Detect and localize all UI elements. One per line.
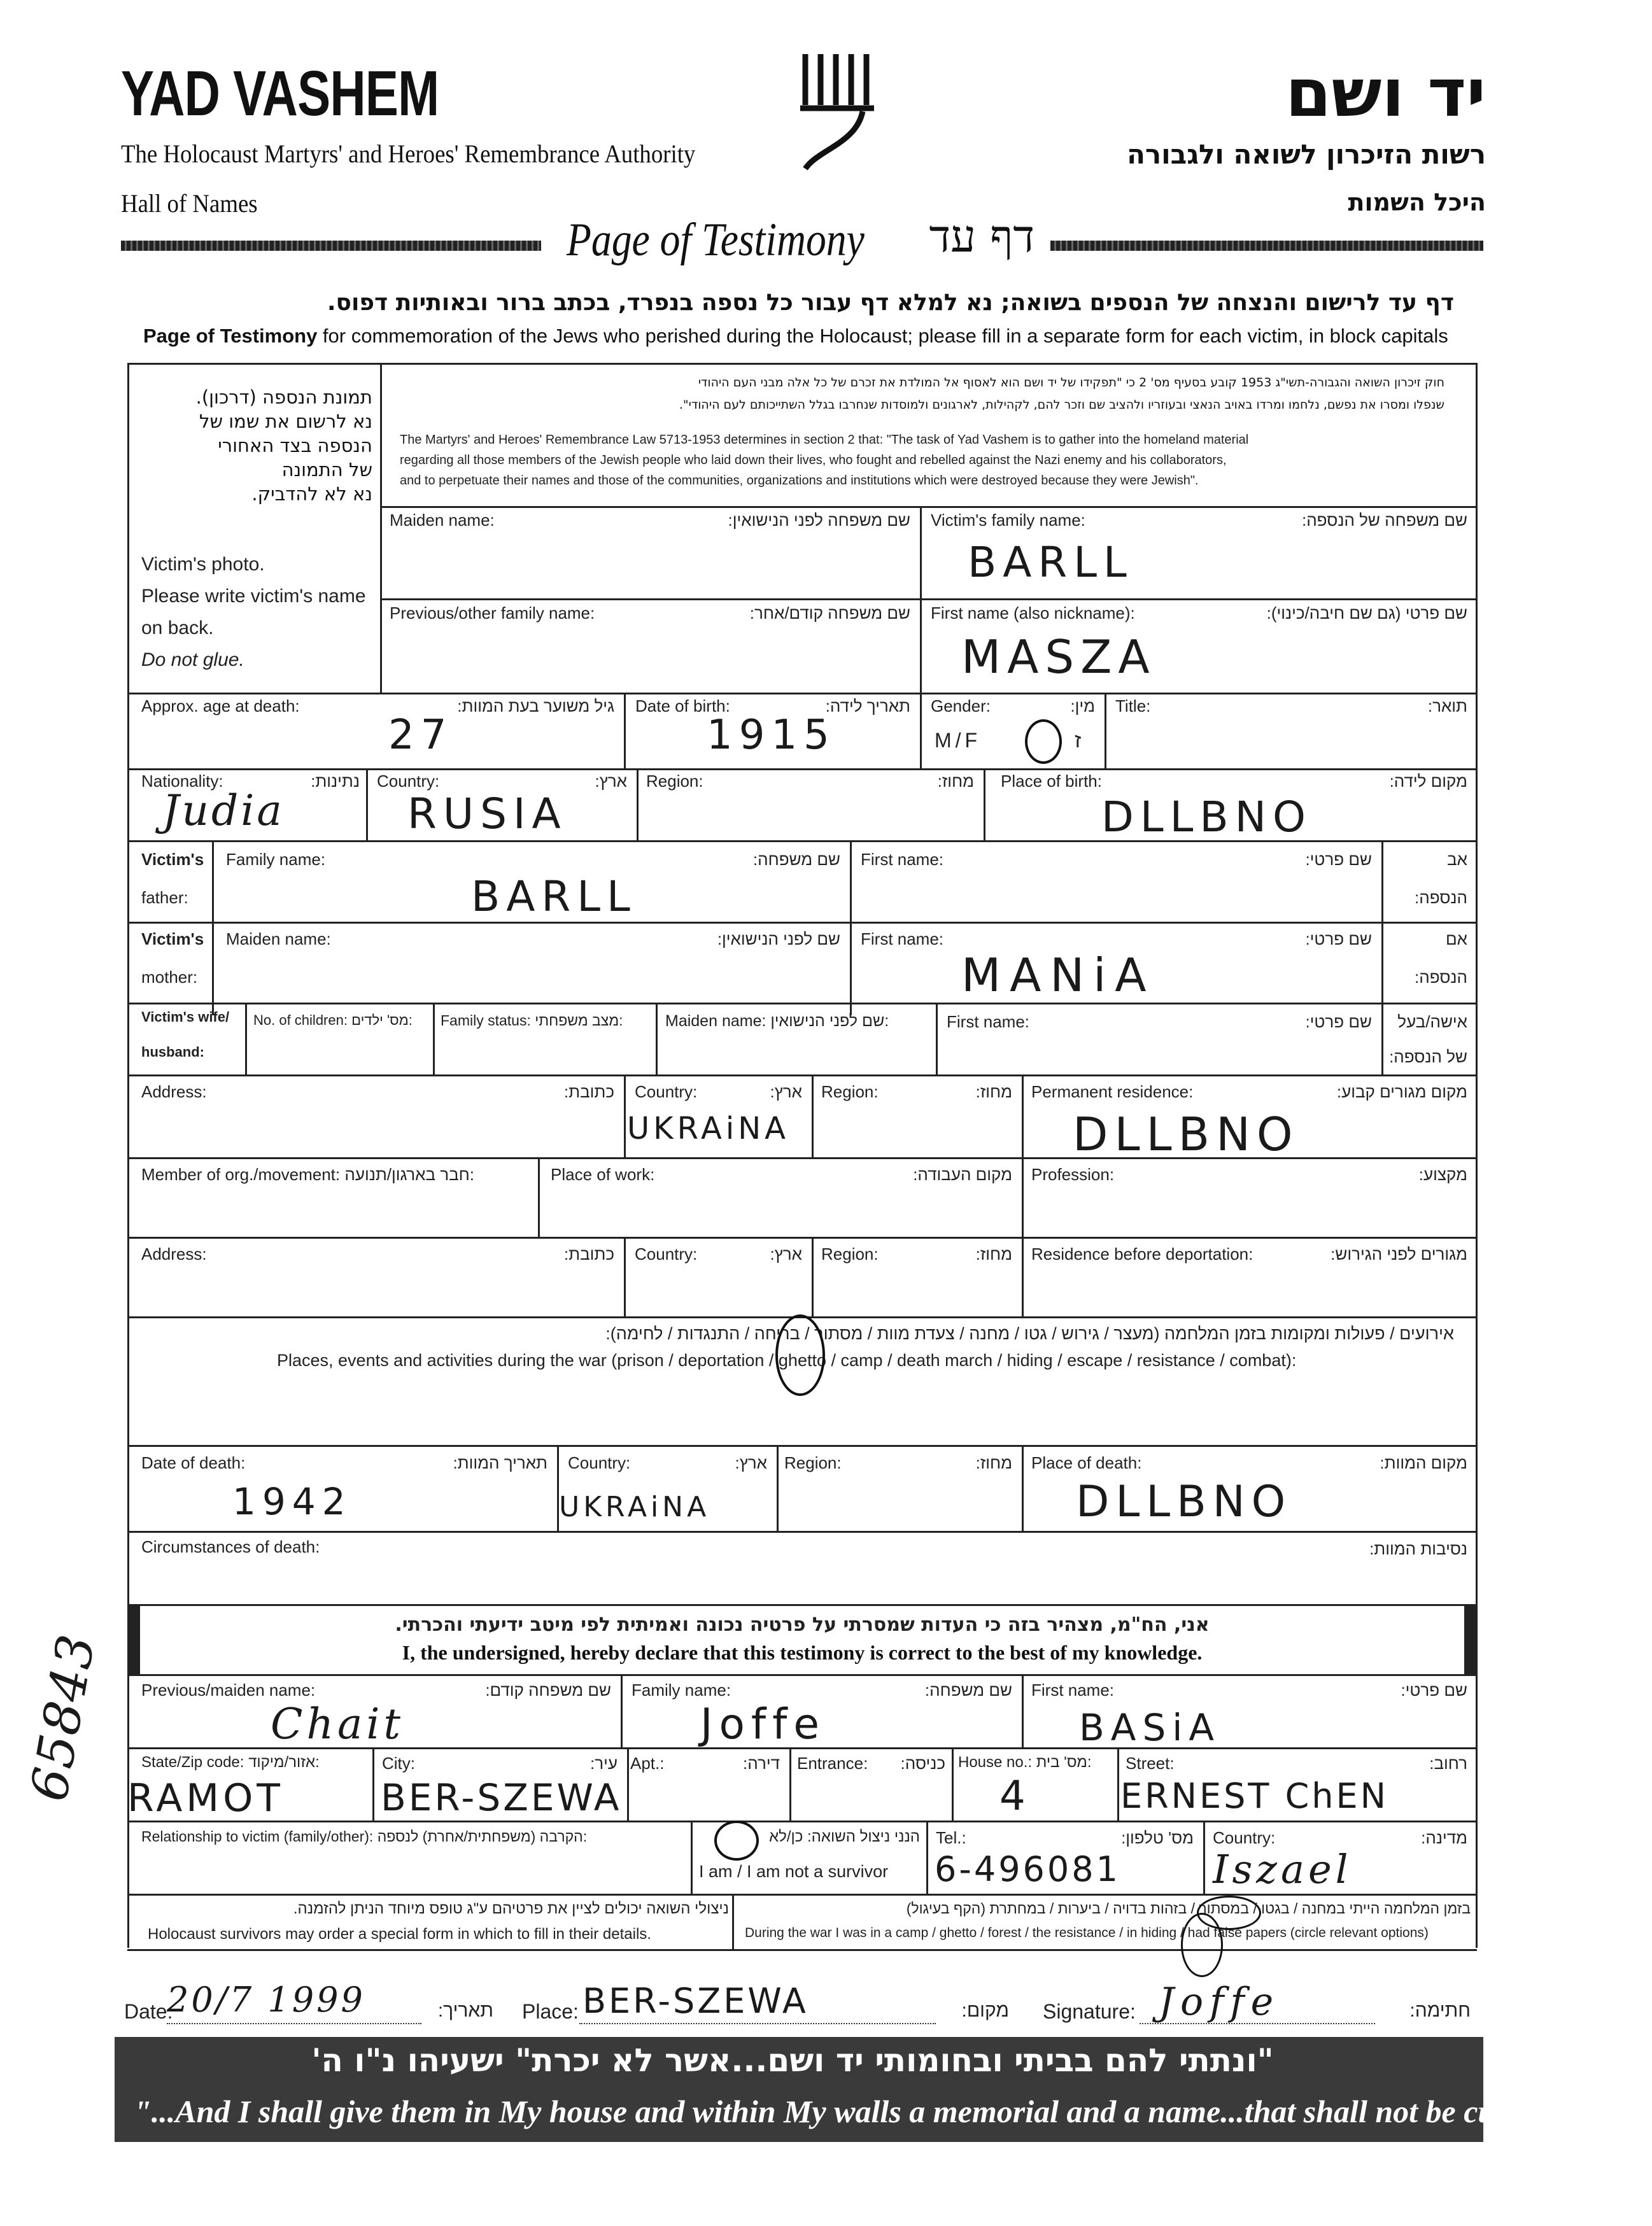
gender-z: ז — [1075, 729, 1082, 752]
w-family-label-he: שם משפחה: — [924, 1680, 1012, 1700]
member-label — [141, 1165, 474, 1185]
title-label: Title: — [1115, 696, 1151, 715]
w-city-label-he: עיר: — [590, 1754, 618, 1773]
w-zip-label — [141, 1754, 320, 1772]
w-city-value[interactable]: BER-SZEWA — [381, 1776, 622, 1819]
spouse-he-2: של הנספה: — [1389, 1047, 1467, 1066]
mother-he-1: אם — [1446, 929, 1467, 948]
father-family-label: Family name: — [226, 850, 326, 869]
perm-res-label: Permanent residence: — [1031, 1082, 1194, 1101]
w-apt-label-he: דירה: — [743, 1754, 780, 1773]
footer-quote-he: "ונתתי להם בביתי ובחומותי יד ושם...אשר לא יכרת" ישעיהו נ"ו ה' — [311, 2042, 1274, 2079]
law-en-1: The Martyrs' and Heroes' Remembrance Law 5713-1953 determines in section 2 that: "The task of Yad Vashem is to gather into the homeland material — [400, 433, 1249, 447]
spouse-maiden-label-en: Maiden name: — [665, 1012, 766, 1030]
w-street-label-he: רחוב: — [1429, 1754, 1467, 1773]
pod-label: Place of death: — [1031, 1453, 1142, 1472]
w-house-label — [958, 1754, 1092, 1772]
declaration-frame-right — [1464, 1604, 1477, 1674]
perm-res-label-he: מקום מגורים קבוע: — [1336, 1082, 1467, 1101]
country-label-he: ארץ: — [595, 771, 627, 791]
dod-label: Date of death: — [141, 1453, 246, 1472]
war-en: During the war I was in a camp / ghetto / forest / the resistance / in hiding / had false papers (circle relevant options) — [745, 1926, 1429, 1940]
photo-he-line-1: תמונת הנספה (דרכון). — [195, 386, 372, 408]
children-label-en: No. of children: — [253, 1012, 348, 1028]
org-name-he: יד ושם — [1285, 54, 1486, 132]
age-value[interactable]: 27 — [388, 712, 453, 759]
death-region-label: Region: — [784, 1453, 842, 1472]
w-first-value[interactable]: BASiA — [1079, 1706, 1221, 1749]
w-country-label-he: מדינה: — [1421, 1828, 1467, 1847]
w-entr-label: Entrance: — [797, 1754, 868, 1773]
spouse-label-1: Victim's wife/ — [141, 1009, 230, 1025]
dob-label: Date of birth: — [635, 696, 730, 715]
page-title-en: Page of Testimony — [567, 214, 865, 266]
w-city-label: City: — [382, 1754, 415, 1773]
circumstances-label: Circumstances of death: — [141, 1537, 320, 1556]
w-house-label-he: מס' בית: — [1036, 1754, 1092, 1771]
place-value[interactable]: BER-SZEWA — [582, 1981, 808, 2021]
maiden-name-label: Maiden name: — [390, 511, 495, 530]
death-region-label-he: מחוז: — [975, 1453, 1012, 1472]
family-name-value[interactable]: BARLL — [968, 538, 1133, 587]
address2-label-he: כתובת: — [563, 1244, 614, 1264]
father-family-value[interactable]: BARLL — [471, 872, 637, 921]
mother-first-label: First name: — [861, 929, 944, 948]
w-street-value[interactable]: ERNEST ChEN — [1120, 1776, 1389, 1816]
w-country-value[interactable]: Iszael — [1213, 1846, 1352, 1892]
pob-label-he: מקום לידה: — [1389, 771, 1467, 791]
photo-box-he — [131, 385, 372, 506]
w-first-label-he: שם פרטי: — [1401, 1680, 1467, 1700]
instructions-en-bold: Page of Testimony — [143, 325, 318, 347]
spouse-first-label-he: שם פרטי: — [1305, 1012, 1372, 1031]
gender-label: Gender: — [931, 696, 991, 715]
place-underline — [579, 2023, 936, 2024]
maiden-name-label-he: שם משפחה לפני הנישואין: — [728, 511, 910, 530]
res-dep-label-he: מגורים לפני הגירוש: — [1331, 1244, 1467, 1264]
places-label-he: אירועים / פעולות ומקומות בזמן המלחמה (מעצר / גירוש / גטו / מחנה / צעדת מוות / מסתור / בריחה / התנגדות / לחימה): — [605, 1324, 1454, 1343]
w-prev-value[interactable]: Chait — [271, 1700, 404, 1749]
dod-label-he: תאריך המוות: — [453, 1453, 547, 1472]
date-label-he: תאריך: — [437, 2000, 493, 2021]
ghetto-circle-mark[interactable] — [775, 1314, 825, 1396]
footer-ref: Isaiah 56:5 — [1574, 2108, 1652, 2126]
instructions-en-text: for commemoration of the Jews who perished during the Holocaust; please fill in a separate form for each victim, in block capitals — [317, 325, 1448, 347]
father-first-label: First name: — [861, 850, 944, 869]
family-name-label-he: שם משפחה של הנספה: — [1301, 511, 1467, 530]
family-status-label — [441, 1012, 623, 1029]
law-en-3: and to perpetuate their names and those of the communities, organizations and institutions which were destroyed because they were Jewish". — [400, 474, 1199, 488]
mother-he-2: הנספה: — [1415, 968, 1467, 987]
address-country-value[interactable]: UKRAiNA — [627, 1111, 789, 1146]
order-he: ניצולי השואה יכולים לציין את פרטיהם ע"ג טופס מיוחד הניתן להזמנה. — [293, 1900, 729, 1917]
country-label: Country: — [377, 771, 440, 791]
children-label — [253, 1012, 413, 1029]
profession-label-he: מקצוע: — [1418, 1165, 1467, 1184]
member-label-en: Member of org./movement: — [141, 1165, 341, 1184]
w-first-label: First name: — [1031, 1680, 1115, 1700]
profession-label: Profession: — [1031, 1165, 1115, 1184]
mother-label-1: Victim's — [141, 929, 204, 948]
w-prev-label-he: שם משפחה קודם: — [485, 1680, 611, 1700]
member-label-he: חבר בארגון/תנועה: — [344, 1165, 475, 1184]
spouse-maiden-label — [665, 1012, 889, 1031]
address-country-label-he: ארץ: — [770, 1082, 802, 1101]
authority-he: רשות הזיכרון לשואה ולגבורה — [1127, 139, 1486, 170]
w-rel-label-en: Relationship to victim (family/other): — [141, 1828, 374, 1845]
authority-en: The Holocaust Martyrs' and Heroes' Remembrance Authority — [121, 139, 696, 168]
circumstances-label-he: נסיבות המוות: — [1369, 1539, 1467, 1558]
nationality-value[interactable]: Judia — [162, 786, 285, 835]
mother-label-2: mother: — [141, 968, 198, 987]
instructions-en — [143, 325, 1448, 348]
father-first-label-he: שם פרטי: — [1305, 850, 1372, 869]
law-he-1: חוק זיכרון השואה והגבורה-תשי"ג 1953 קובע בסעיף מס' 2 כי "תפקידו של יד ושם הוא לאסוף אל המולדת את זכרם של כל אלה מבני העם היהודי — [698, 376, 1444, 390]
w-zip-label-en: State/Zip code: — [141, 1754, 244, 1771]
nationality-label: Nationality: — [141, 771, 223, 791]
place-label-he: מקום: — [961, 2000, 1009, 2021]
address-label-he: כתובת: — [563, 1082, 614, 1101]
declaration-frame-left — [127, 1604, 140, 1674]
org-name-en: YAD VASHEM — [121, 58, 439, 129]
w-survivor-label-en: I am / I am not a survivor — [699, 1862, 889, 1881]
order-en: Holocaust survivors may order a special form in which to fill in their details. — [148, 1926, 651, 1943]
photo-en-line-1: Victim's photo. — [141, 554, 265, 575]
spouse-maiden-label-he: שם לפני הנישואין: — [770, 1012, 889, 1030]
w-tel-label-he: מס' טלפון: — [1121, 1828, 1194, 1847]
gender-mf: M/F — [935, 729, 982, 752]
place-label: Place: — [522, 2000, 579, 2023]
footer-quote-en-text: "...And I shall give them in My house and within My walls a memorial and a name...that shall not be cut off" — [134, 2094, 1567, 2129]
w-family-label: Family name: — [632, 1680, 731, 1700]
pod-label-he: מקום המוות: — [1380, 1453, 1467, 1472]
places-label-en: Places, events and activities during the war (prison / deportation / ghetto / camp / death march / hiding / escape / resistance / combat): — [277, 1351, 1297, 1370]
photo-box-en — [141, 549, 366, 676]
dob-value[interactable]: 1915 — [707, 712, 836, 759]
photo-he-line-3: הנספה בצד האחורי — [218, 435, 372, 456]
photo-he-line-5: נא לא להדביק. — [251, 483, 372, 505]
dod-value[interactable]: 1942 — [232, 1480, 352, 1523]
margin-number: 65843 — [19, 1629, 107, 1806]
signature-value[interactable]: Joffe — [1159, 1980, 1280, 2024]
w-survivor-label-he: הנני ניצול השואה: כן/לא — [769, 1828, 920, 1845]
signature-label-he: חתימה: — [1409, 2000, 1471, 2021]
w-rel-label-he: הקרבה (משפחתית/אחרת) לנספה: — [377, 1828, 588, 1845]
w-zip-value[interactable]: RAMOT — [127, 1776, 284, 1821]
first-name-label: First name (also nickname): — [931, 603, 1135, 623]
w-family-value[interactable]: Joffe — [700, 1700, 826, 1749]
title-bar-left — [121, 241, 541, 251]
mother-first-value[interactable]: MANiA — [961, 948, 1155, 1002]
hiding-circle-mark[interactable] — [1181, 1913, 1223, 1977]
w-zip-label-he: אזור/מיקוד: — [248, 1754, 320, 1771]
gender-circle-mark[interactable] — [1025, 719, 1062, 764]
address-region-label: Region: — [821, 1082, 879, 1101]
date-underline — [167, 2023, 421, 2024]
family-status-label-he: מצב משפחתי: — [535, 1012, 623, 1029]
work-label: Place of work: — [551, 1165, 655, 1184]
father-he-1: אב — [1447, 850, 1467, 869]
photo-en-line-3: on back. — [141, 617, 214, 638]
instructions-he: דף עד לרישום והנצחה של הנספים בשואה; נא למלא דף עבור כל נספה בנפרד, בכתב ברור ובאותיות דפוס. — [327, 290, 1454, 316]
w-rel-label — [141, 1828, 587, 1845]
address-country-label: Country: — [635, 1082, 698, 1101]
father-label-1: Victim's — [141, 850, 204, 869]
gender-label-he: מין: — [1070, 696, 1095, 715]
title-bar-right — [1050, 241, 1483, 251]
w-street-label: Street: — [1126, 1754, 1175, 1773]
region-label-he: מחוז: — [937, 771, 974, 791]
title-label-he: תואר: — [1427, 696, 1467, 715]
hall-of-names-he: היכל השמות — [1348, 188, 1486, 216]
survivor-circle-mark[interactable] — [714, 1821, 759, 1861]
mother-first-label-he: שם פרטי: — [1305, 929, 1372, 948]
first-name-value[interactable]: MASZA — [961, 630, 1156, 684]
nationality-label-he: נתינות: — [311, 771, 360, 791]
death-country-label: Country: — [568, 1453, 631, 1472]
dob-label-he: תאריך לידה: — [825, 696, 910, 715]
spouse-label-2: husband: — [141, 1044, 204, 1060]
father-he-2: הנספה: — [1415, 888, 1467, 907]
death-country-label-he: ארץ: — [735, 1453, 767, 1472]
work-label-he: מקום העבודה: — [913, 1165, 1012, 1184]
children-label-he: מס' ילדים: — [351, 1012, 413, 1028]
death-country-value[interactable]: UKRAiNA — [559, 1491, 710, 1523]
address2-country-label: Country: — [635, 1244, 698, 1264]
law-he-2: שנפלו ומסרו את נפשם, נלחמו ומרדו באויב הנאצי ובעוזריו ולהציב שם וזכר להם, לקהילות, לארגונים ולמוסדות שנחרבו בגלל השתייכותם לעם היהודי". — [679, 398, 1444, 412]
age-label-he: גיל משוער בעת המוות: — [457, 696, 614, 715]
w-entr-label-he: כניסה: — [900, 1754, 945, 1773]
footer-band — [115, 2037, 1652, 2142]
mother-maiden-label-he: שם לפני הנישואין: — [717, 929, 840, 948]
res-dep-label: Residence before deportation: — [1031, 1244, 1253, 1264]
family-name-label: Victim's family name: — [931, 511, 1085, 530]
father-family-label-he: שם משפחה: — [752, 850, 840, 869]
spouse-first-label: First name: — [947, 1012, 1030, 1031]
perm-res-value[interactable]: DLLBNO — [1073, 1108, 1299, 1161]
w-apt-label: Apt.: — [630, 1754, 665, 1773]
region-label: Region: — [646, 771, 703, 791]
country-value[interactable]: RUSIA — [407, 789, 567, 838]
first-name-label-he: שם פרטי (גם שם חיבה/כינוי): — [1266, 603, 1467, 623]
maiden-name-field[interactable] — [382, 535, 917, 595]
pod-value[interactable]: DLLBNO — [1076, 1477, 1292, 1527]
w-prev-label: Previous/maiden name: — [141, 1680, 316, 1700]
date-label: Date: — [124, 2000, 173, 2023]
pob-label: Place of birth: — [1001, 771, 1102, 791]
declaration-en: I, the undersigned, hereby declare that this testimony is correct to the best of my knowledge. — [402, 1641, 1203, 1664]
address2-label: Address: — [141, 1244, 207, 1264]
photo-en-line-2: Please write victim's name — [141, 586, 366, 607]
previous-family-field[interactable] — [382, 627, 917, 687]
previous-family-label-he: שם משפחה קודם/אחר: — [749, 603, 910, 623]
w-country-label: Country: — [1213, 1828, 1276, 1847]
w-tel-label: Tel.: — [936, 1828, 966, 1847]
war-he: בזמן המלחמה הייתי במחנה / בגטו / במסתור / בזהות בדויה / ביערות / במחתרת (הקף בעיגול) — [906, 1900, 1471, 1917]
mother-maiden-label: Maiden name: — [226, 929, 331, 948]
footer-quote-en — [134, 2093, 1652, 2130]
law-en-2: regarding all those members of the Jewish people who laid down their lives, who fought and rebelled against the Nazi enemy and his collaborators, — [400, 453, 1227, 467]
address2-region-label: Region: — [821, 1244, 879, 1264]
address-region-label-he: מחוז: — [975, 1082, 1012, 1101]
declaration-he: אני, הח"מ, מצהיר בזה כי העדות שמסרתי על פרטיה נכונה ואמיתית לפי מיטב ידיעתי והכרתי. — [395, 1614, 1210, 1636]
address2-region-label-he: מחוז: — [975, 1244, 1012, 1264]
family-status-label-en: Family status: — [441, 1012, 531, 1029]
yad-vashem-logo — [793, 48, 882, 175]
w-tel-value[interactable]: 6-496081 — [935, 1849, 1120, 1889]
w-house-value[interactable]: 4 — [999, 1773, 1032, 1820]
photo-he-line-2: נא לרשום את שמו של — [199, 411, 372, 432]
spouse-he-1: אישה/בעל — [1397, 1012, 1467, 1031]
previous-family-label: Previous/other family name: — [390, 603, 595, 623]
page-title-he: דף עד — [929, 210, 1034, 262]
photo-en-line-4: Do not glue. — [141, 649, 244, 670]
pob-value[interactable]: DLLBNO — [1101, 792, 1312, 842]
father-label-2: father: — [141, 888, 188, 907]
date-value[interactable]: 20/7 1999 — [167, 1980, 365, 2020]
photo-he-line-4: של התמונה — [281, 459, 372, 481]
address2-country-label-he: ארץ: — [770, 1244, 802, 1264]
w-house-label-en: House no.: — [958, 1754, 1033, 1771]
signature-label: Signature: — [1043, 2000, 1136, 2023]
address-label: Address: — [141, 1082, 207, 1101]
hall-of-names-en: Hall of Names — [121, 189, 258, 218]
age-label: Approx. age at death: — [141, 696, 300, 715]
